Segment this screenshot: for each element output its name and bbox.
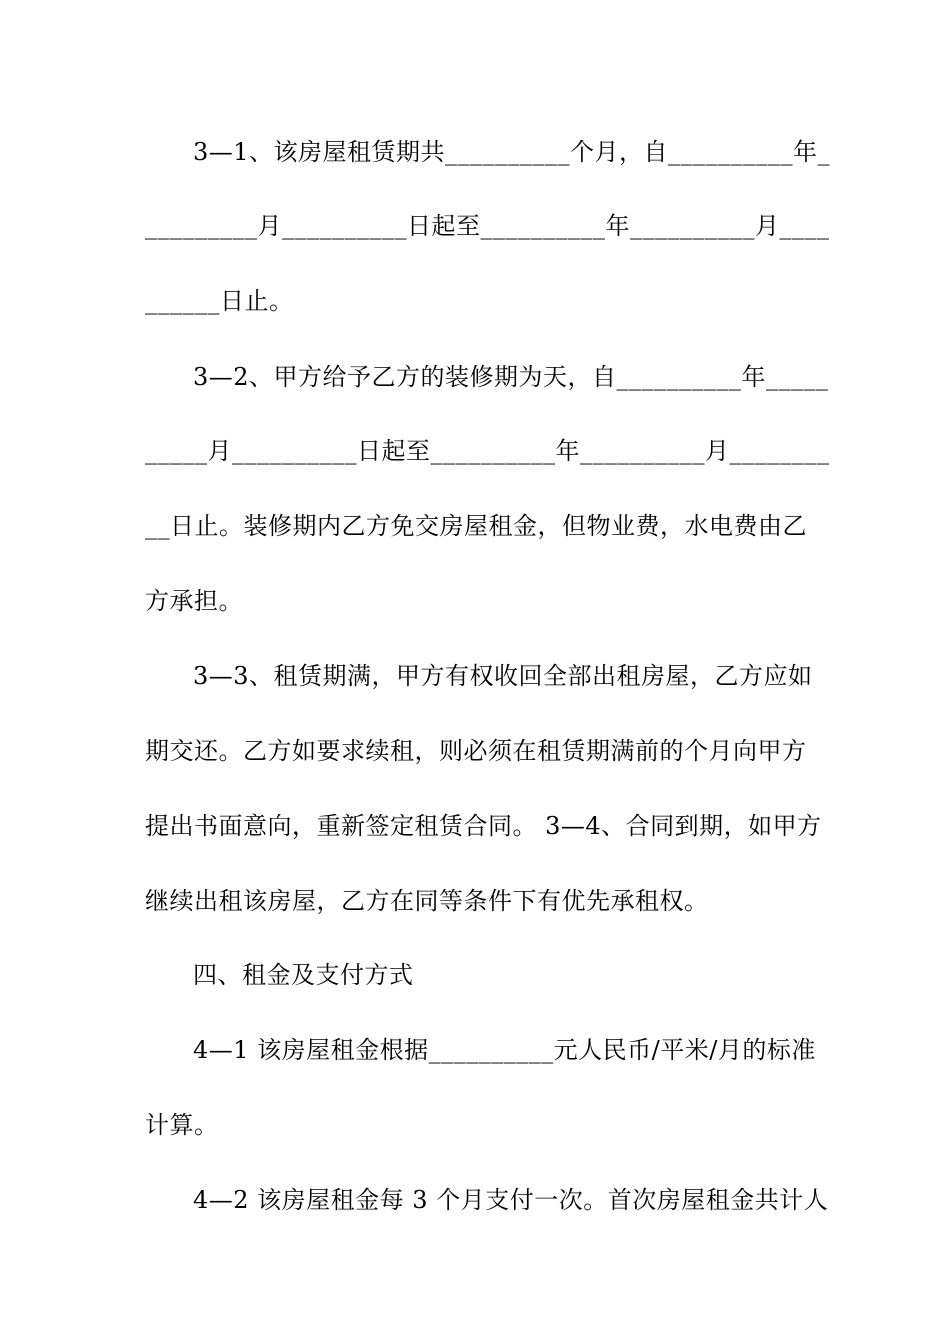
clause-3-3-line-1: 3—3、租赁期满，甲方有权收回全部出租房屋，乙方应如 [193, 662, 813, 690]
clause-3-1-line-1: 3—1、该房屋租赁期共__________个月，自__________年_ [193, 138, 831, 166]
clause-3-3-line-2: 期交还。乙方如要求续租，则必须在租赁期满前的个月向甲方 [145, 737, 807, 765]
clause-3-2-line-4: 方承担。 [145, 587, 243, 615]
clause-3-3-line-3: 提出书面意向，重新签定租赁合同。 3—4、合同到期，如甲方 [145, 812, 822, 840]
clause-4-1-line-1: 4—1 该房屋租金根据__________元人民币/平米/月的标准 [193, 1036, 816, 1064]
clause-4-1-line-2: 计算。 [145, 1111, 219, 1139]
clause-4-2-line-1: 4—2 该房屋租金每 3 个月支付一次。首次房屋租金共计人 [193, 1186, 829, 1214]
clause-3-1-line-2: _________月__________日起至__________年__________月____ [145, 212, 830, 240]
clause-3-2-line-1: 3—2、甲方给予乙方的装修期为天，自__________年_____ [193, 363, 829, 391]
clause-3-2-line-3: __日止。装修期内乙方免交房屋租金，但物业费，水电费由乙 [145, 512, 807, 540]
clause-3-1-line-3: ______日止。 [145, 287, 294, 315]
clause-3-2-line-2: _____月__________日起至__________年__________月________ [145, 437, 830, 465]
clause-3-4-line-2: 继续出租该房屋，乙方在同等条件下有优先承租权。 [145, 887, 709, 915]
section-4-heading: 四、租金及支付方式 [193, 961, 414, 989]
